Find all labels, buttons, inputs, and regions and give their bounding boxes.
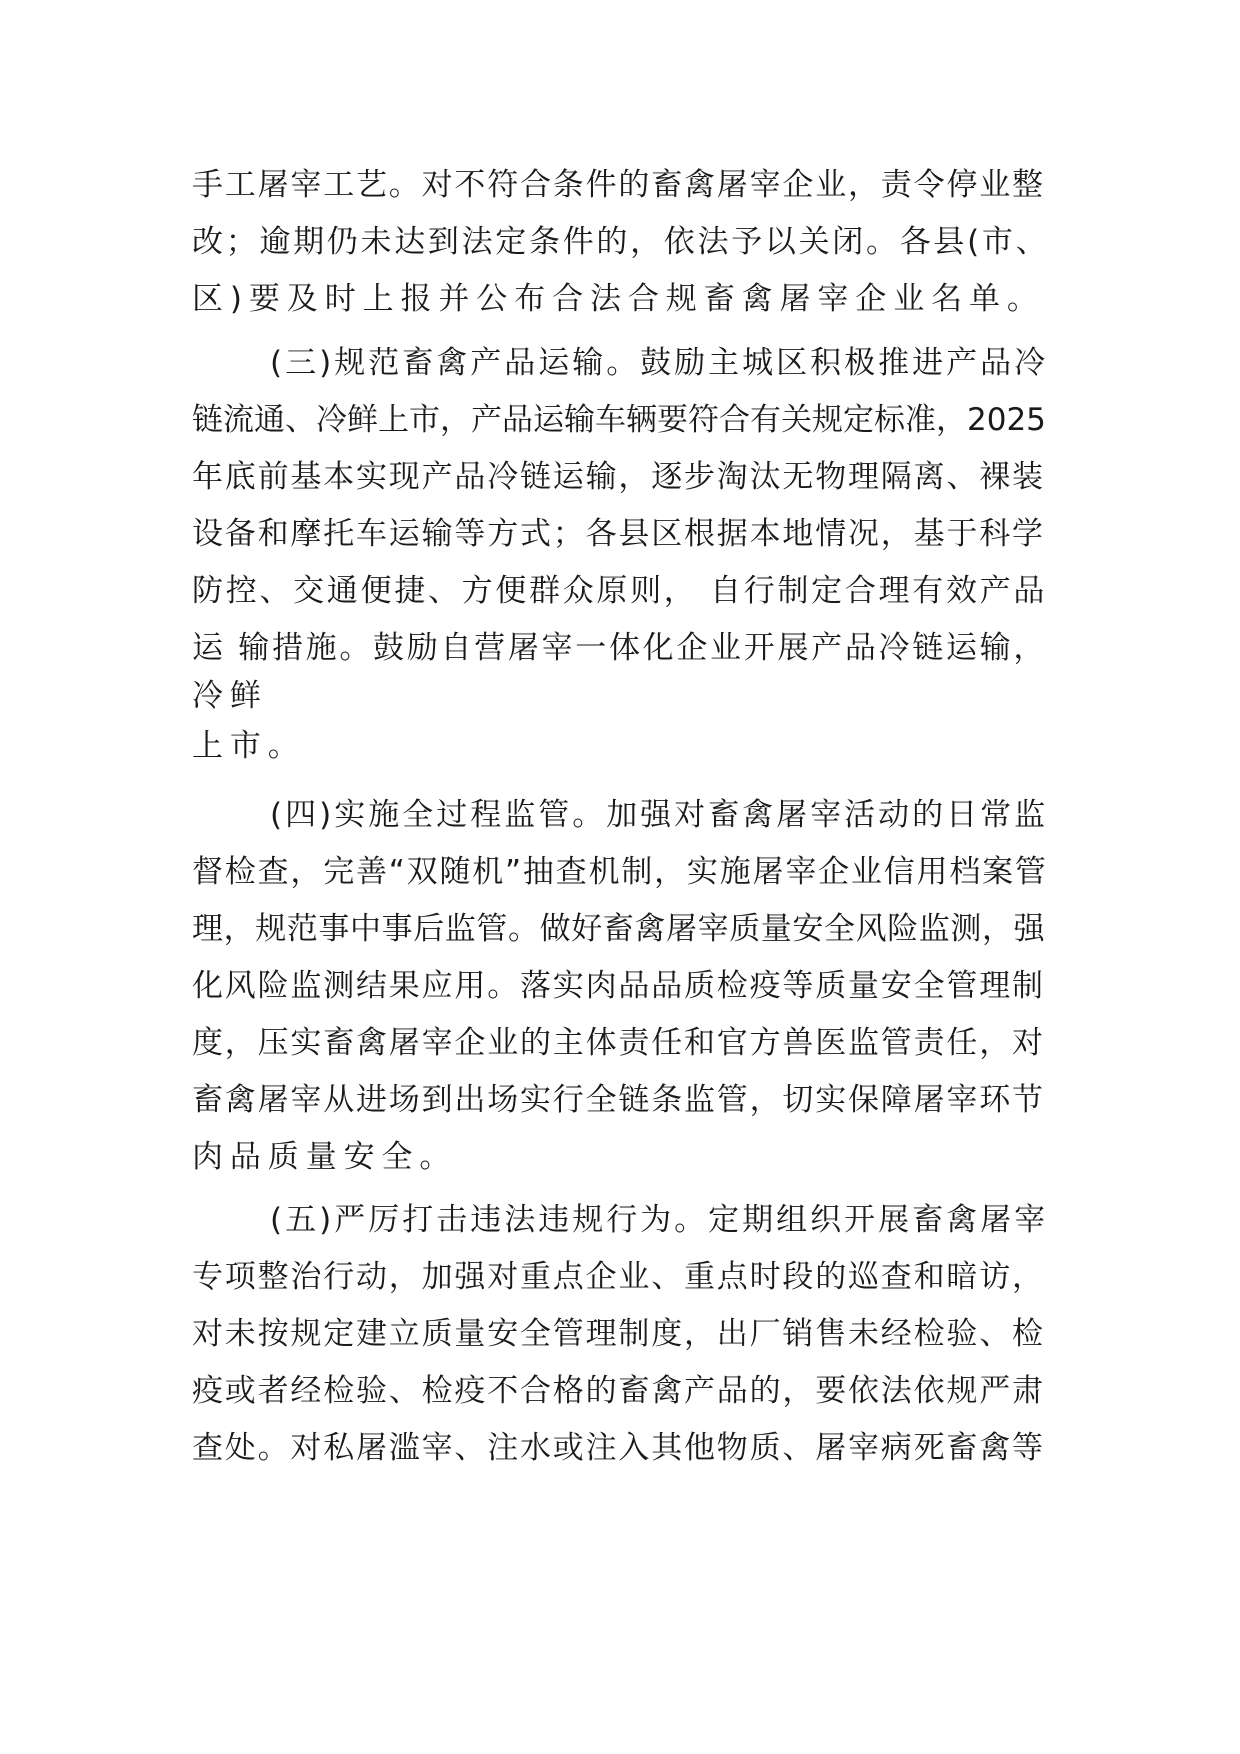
text-line: 肉品质量安全。	[192, 1139, 458, 1175]
text-line: 对未按规定建立质量安全管理制度，出厂销售未经检验、检	[192, 1316, 1045, 1352]
text-line: 督检查，完善“双随机”抽查机制，实施屠宰企业信用档案管	[192, 854, 1048, 890]
text-line: 畜禽屠宰从进场到出场实行全链条监管，切实保障屠宰环节	[192, 1082, 1045, 1118]
text-line: 化风险监测结果应用。落实肉品品质检疫等质量安全管理制	[192, 968, 1045, 1004]
text-line: 设备和摩托车运输等方式；各县区根据本地情况，基于科学	[192, 516, 1045, 552]
text-line: 度，压实畜禽屠宰企业的主体责任和官方兽医监管责任，对	[192, 1025, 1045, 1061]
text-line: 查处。对私屠滥宰、注水或注入其他物质、屠宰病死畜禽等	[192, 1430, 1045, 1466]
text-line: 区)要及时上报并公布合法合规畜禽屠宰企业名单。	[192, 281, 1045, 317]
text-line: 理，规范事中事后监管。做好畜禽屠宰质量安全风险监测，强	[192, 911, 1046, 947]
text-line: 上市。	[192, 728, 306, 764]
text-line: 专项整治行动，加强对重点企业、重点时段的巡查和暗访，	[192, 1259, 1045, 1295]
text-line: 年底前基本实现产品冷链运输，逐步淘汰无物理隔离、裸装	[192, 459, 1045, 495]
paragraph-heading-5: (五)严厉打击违法违规行为。定期组织开展畜禽屠宰	[270, 1202, 1049, 1238]
text-line: 手工屠宰工艺。对不符合条件的畜禽屠宰企业，责令停业整	[192, 167, 1045, 203]
paragraph-heading-3: (三)规范畜禽产品运输。鼓励主城区积极推进产品冷	[270, 345, 1049, 381]
text-line: 链流通、冷鲜上市，产品运输车辆要符合有关规定标准，2025	[192, 402, 1046, 438]
text-line: 疫或者经检验、检疫不合格的畜禽产品的，要依法依规严肃	[192, 1373, 1045, 1409]
text-line: 防控、交通便捷、方便群众原则， 自行制定合理有效产品	[192, 573, 1048, 609]
text-line: 运 输措施。鼓励自营屠宰一体化企业开展产品冷链运输，	[192, 630, 1048, 666]
text-line: 冷鲜	[192, 678, 268, 714]
text-line: 改；逾期仍未达到法定条件的，依法予以关闭。各县(市、	[192, 224, 1050, 260]
paragraph-heading-4: (四)实施全过程监管。加强对畜禽屠宰活动的日常监	[270, 797, 1049, 833]
